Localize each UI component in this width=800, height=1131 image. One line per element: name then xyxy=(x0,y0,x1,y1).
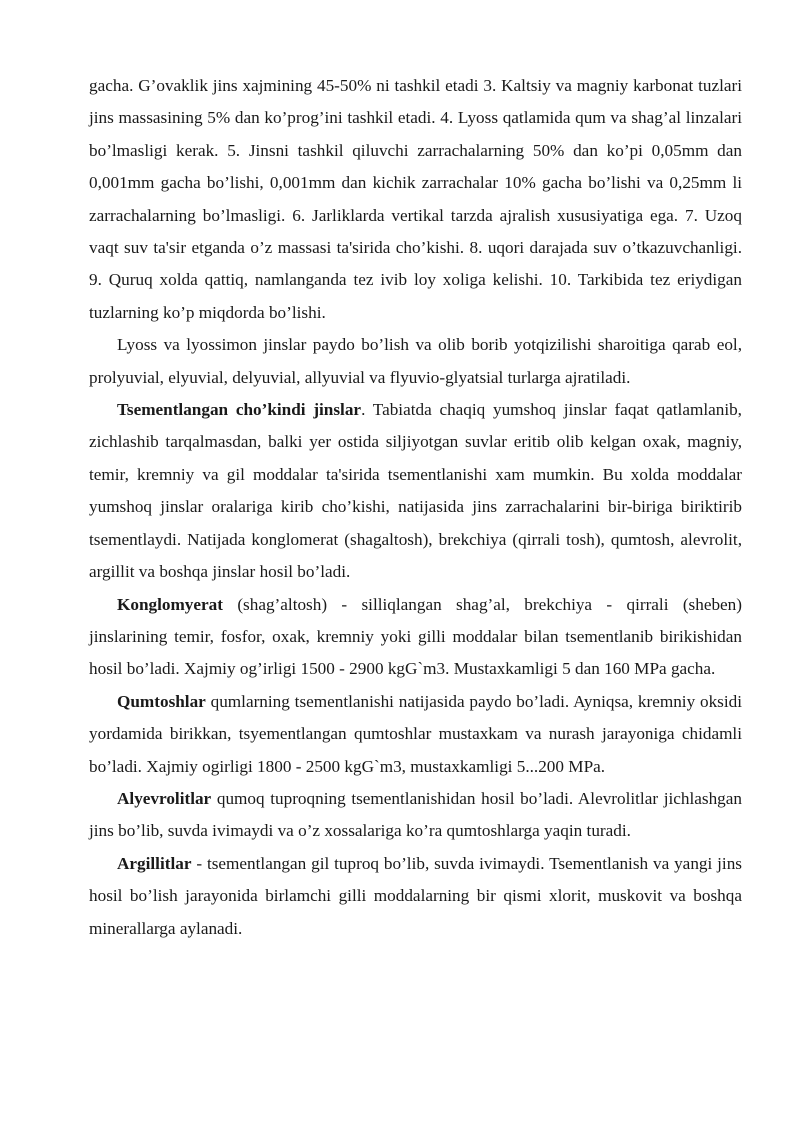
paragraph-conglomerate xyxy=(89,589,742,686)
paragraph-text: qumoq tuproqning tsementlanishidan hosil bo’ladi. Alevrolitlar jichlashgan jins bo’lib, suvda ivimaydi va o’z xossalariga ko’ra qumtoshlarga yaqin turadi. xyxy=(89,788,742,841)
paragraph-siltstone xyxy=(89,783,742,848)
paragraph-text: . Tabiatda chaqiq yumshoq jinslar faqat qatlamlanib, zichlashib tarqalmasdan, balki yer ostida siljiyotgan suvlar eritib olib kelgan oxak, magniy, temir, kremniy va gil moddalar ta'sirida tsementlanishi xam mumkin. Bu xolda moddalar yumshoq jinslar oralariga kirib cho’kishi, natijasida jins zarrachalarini bir-biriga biriktirib tsementlaydi. Natijada konglomerat (shagaltosh), brekchiya (qirrali tosh), qumtosh, alevrolit, argillit va boshqa jinslar hosil bo’ladi. xyxy=(89,400,742,582)
paragraph-text: Lyoss va lyossimon jinslar paydo bo’lish va olib borib yotqizilishi sharoitiga qarab eol, prolyuvial, elyuvial, delyuvial, allyuvial va flyuvio-glyatsial turlarga ajratiladi. xyxy=(89,335,742,387)
term-sandstone: Qumtoshlar xyxy=(117,691,206,711)
term-siltstone: Alyevrolitlar xyxy=(117,788,212,808)
paragraph-loess-properties xyxy=(89,70,742,329)
paragraph-text: - tsementlangan gil tuproq bo’lib, suvda ivimaydi. Tsementlanish va yangi jins hosil bo’lish jarayonida birlamchi gilli moddalarning bir qismi xlorit, muskovit va boshqa minerallarga aylanadi. xyxy=(89,853,742,938)
term-cemented-rocks: Tsementlangan cho’kindi jinslar xyxy=(117,400,362,420)
term-argillite: Argillitlar xyxy=(117,853,192,873)
paragraph-sandstone xyxy=(89,686,742,783)
paragraph-text: gacha. G’ovaklik jins xajmining 45-50% ni tashkil etadi 3. Kaltsiy va magniy karbonat tuzlari jins massasining 5% dan ko’prog’ini tashkil etadi. 4. Lyoss qatlamida qum va shag’al linzalari bo’lmasligi kerak. 5. Jinsni tashkil qiluvchi zarrachalarning 50% dan ko’pi 0,05mm dan 0,001mm gacha bo’lishi, 0,001mm dan kichik zarrachalar 10% gacha bo’lishi va 0,25mm li zarrachalarning bo’lmasligi. 6. Jarliklarda vertikal tarzda ajralish xususiyatiga ega. 7. Uzoq vaqt suv ta'sir etganda o’z massasi ta'sirida cho’kishi. 8. uqori darajada suv o’tkazuvchanligi. 9. Quruq xolda qattiq, namlanganda tez ivib loy xoliga kelishi. 10. Tarkibida tez eriydigan tuzlarning ko’p miqdorda bo’lishi. xyxy=(89,76,742,322)
document-page xyxy=(89,70,742,945)
paragraph-text: qumlarning tsementlanishi natijasida paydo bo’ladi. Ayniqsa, kremniy oksidi yordamida birikkan, tsyementlangan qumtoshlar mustaxkam va nurash jarayoniga chidamli bo’ladi. Xajmiy ogirligi 1800 - 2500 kgG`m3, mustaxkamligi 5...200 MPa. xyxy=(89,691,742,776)
paragraph-loess-types xyxy=(89,329,742,394)
term-conglomerate: Konglomyerat xyxy=(117,594,223,614)
paragraph-argillite xyxy=(89,848,742,945)
paragraph-cemented-rocks xyxy=(89,394,742,588)
paragraph-text: (shag’altosh) - silliqlangan shag’al, brekchiya - qirrali (sheben) jinslarining temir, fosfor, oxak, kremniy yoki gilli moddalar bilan tsementlanib birikishidan hosil bo’ladi. Xajmiy og’irligi 1500 - 2900 kgG`m3. Mustaxkamligi 5 dan 160 MPa gacha. xyxy=(89,594,742,679)
